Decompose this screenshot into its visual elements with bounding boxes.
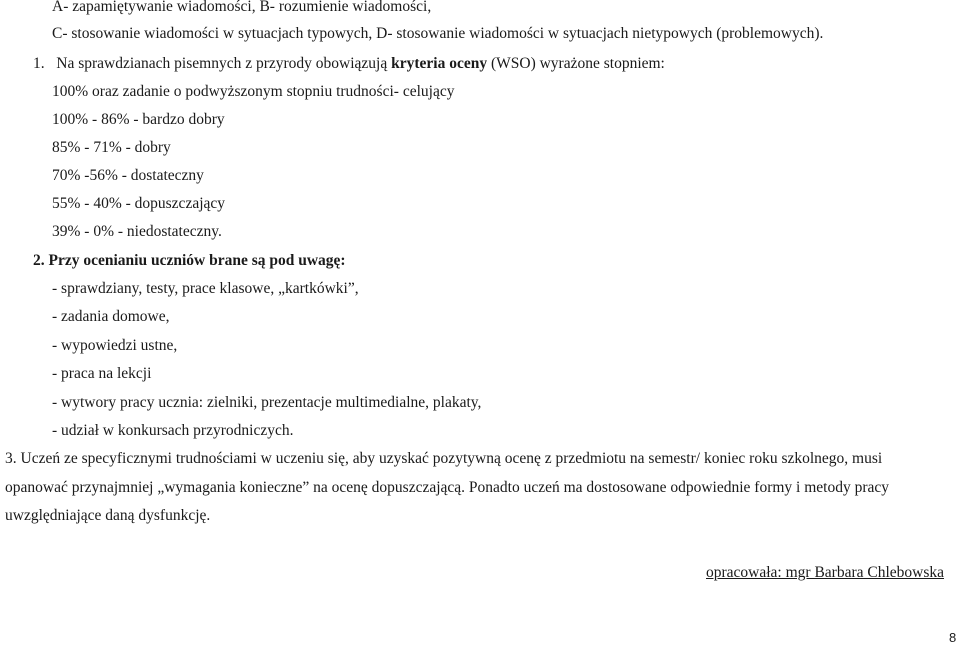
section-2-item: - praca na lekcji xyxy=(52,365,152,382)
section-3-line-1: 3. Uczeń ze specyficznymi trudnościami w uczeniu się, aby uzyskać pozytywną ocenę z przedmiotu na semestr/ koniec roku szkolnego, musi xyxy=(5,450,883,467)
grade-line: 85% - 71% - dobry xyxy=(52,139,171,156)
section-2-item: - udział w konkursach przyrodniczych. xyxy=(52,422,294,439)
section-2-item: - sprawdziany, testy, prace klasowe, „kartkówki”, xyxy=(52,280,359,297)
section-3-line-3: uwzględniające daną dysfunkcję. xyxy=(5,507,211,524)
section-1-text-before: Na sprawdzianach pisemnych z przyrody obowiązują xyxy=(56,55,392,72)
section-1-bold: kryteria oceny xyxy=(391,55,488,72)
section-2-item: - wytwory pracy ucznia: zielniki, prezentacje multimedialne, plakaty, xyxy=(52,394,482,411)
grade-line: 70% -56% - dostateczny xyxy=(52,167,204,184)
grade-line: 39% - 0% - niedostateczny. xyxy=(52,223,222,240)
section-2-heading: 2. Przy ocenianiu uczniów brane są pod uwagę: xyxy=(33,252,346,269)
intro-line-1: A- zapamiętywanie wiadomości, B- rozumienie wiadomości, xyxy=(52,0,432,15)
section-2-item: - wypowiedzi ustne, xyxy=(52,337,178,354)
section-1-number: 1. xyxy=(33,55,45,72)
grade-line: 100% oraz zadanie o podwyższonym stopniu trudności- celujący xyxy=(52,83,455,100)
section-1-heading xyxy=(33,55,665,73)
signature: opracowała: mgr Barbara Chlebowska xyxy=(706,564,945,581)
grade-line: 100% - 86% - bardzo dobry xyxy=(52,111,225,128)
grade-line: 55% - 40% - dopuszczający xyxy=(52,195,226,212)
section-1-text-after: (WSO) wyrażone stopniem: xyxy=(487,55,665,72)
section-3-line-2: opanować przynajmniej „wymagania konieczne” na ocenę dopuszczającą. Ponadto uczeń ma dostosowane odpowiednie formy i metody pracy xyxy=(5,479,890,496)
section-2-item: - zadania domowe, xyxy=(52,308,170,325)
page-number: 8 xyxy=(949,630,957,645)
intro-line-2: C- stosowanie wiadomości w sytuacjach typowych, D- stosowanie wiadomości w sytuacjach nietypowych (problemowych). xyxy=(52,25,824,42)
